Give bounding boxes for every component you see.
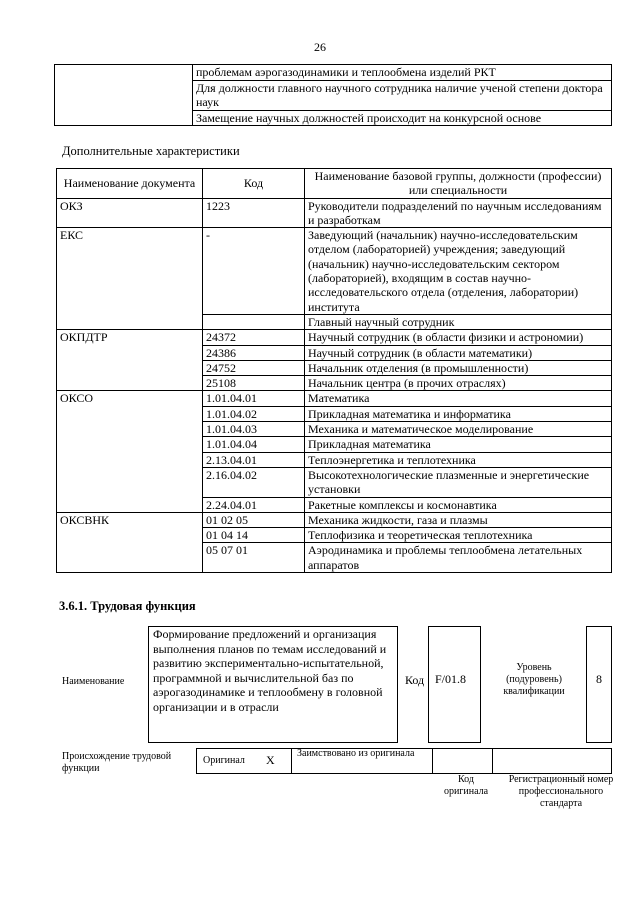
- top-table-cell: проблемам аэрогазодинамики и теплообмена изделий РКТ: [193, 65, 612, 81]
- name-cell: Начальник отделения (в промышленности): [305, 360, 612, 375]
- function-name-box: [148, 626, 398, 743]
- name-cell: Научный сотрудник (в области физики и астрономии): [305, 330, 612, 345]
- code-cell: [203, 314, 305, 329]
- divider: [432, 748, 433, 774]
- reg-number-caption: Регистрационный номер профессионального стандарта: [508, 774, 614, 809]
- code-cell: 2.16.04.02: [203, 467, 305, 497]
- name-cell: Начальник центра (в прочих отраслях): [305, 376, 612, 391]
- name-label: Наименование: [62, 676, 125, 687]
- name-cell: Высокотехнологические плазменные и энергетические установки: [305, 467, 612, 497]
- table-row: [57, 512, 612, 527]
- code-cell: 1.01.04.04: [203, 437, 305, 452]
- top-table-cell: Для должности главного научного сотрудника наличие ученой степени доктора наук: [193, 80, 612, 110]
- header-document: Наименование документа: [57, 169, 203, 199]
- doc-cell: ОКСВНК: [57, 512, 203, 572]
- code-cell: 2.24.04.01: [203, 497, 305, 512]
- code-value: F/01.8: [435, 672, 467, 686]
- name-cell: Теплоэнергетика и теплотехника: [305, 452, 612, 467]
- name-cell: Механика и математическое моделирование: [305, 422, 612, 437]
- code-cell: 24752: [203, 360, 305, 375]
- page-number: 26: [314, 40, 326, 54]
- code-label: Код: [405, 673, 425, 687]
- name-cell: Главный научный сотрудник: [305, 314, 612, 329]
- name-cell: Руководители подразделений по научным исследованиям и разработкам: [305, 198, 612, 228]
- top-table: [54, 64, 612, 126]
- code-cell: 24386: [203, 345, 305, 360]
- name-cell: Прикладная математика: [305, 437, 612, 452]
- table-row: [57, 330, 612, 345]
- divider: [492, 748, 493, 774]
- table-row: [57, 391, 612, 406]
- level-value-box: [586, 626, 612, 743]
- section-heading: 3.6.1. Трудовая функция: [59, 599, 196, 613]
- name-cell: Теплофизика и теоретическая теплотехника: [305, 528, 612, 543]
- header-code: Код: [203, 169, 305, 199]
- name-cell: Аэродинамика и проблемы теплообмена летательных аппаратов: [305, 543, 612, 573]
- table-row: [57, 198, 612, 228]
- name-cell: Заведующий (начальник) научно-исследовательским отделом (лабораторией) учреждения; заведующий (начальник) научно-исследовательским сектором (лабораторией), входящим в состав научно-исследовательского отдела (отделения, лаборатории) института: [305, 228, 612, 315]
- top-table-cell: Замещение научных должностей происходит на конкурсной основе: [193, 110, 612, 126]
- doc-cell: ОКСО: [57, 391, 203, 512]
- header-name: Наименование базовой группы, должности (профессии) или специальности: [305, 169, 612, 199]
- code-cell: 1.01.04.02: [203, 406, 305, 421]
- level-value: 8: [596, 672, 602, 686]
- code-cell: -: [203, 228, 305, 315]
- top-table-empty-cell: [55, 65, 193, 126]
- code-cell: 2.13.04.01: [203, 452, 305, 467]
- name-cell: Механика жидкости, газа и плазмы: [305, 512, 612, 527]
- code-original-caption: Код оригинала: [443, 774, 489, 797]
- code-cell: 01 04 14: [203, 528, 305, 543]
- characteristics-table: [56, 168, 612, 573]
- code-cell: 25108: [203, 376, 305, 391]
- level-label: Уровень (подуровень) квалификации: [503, 662, 565, 697]
- code-value-box: [428, 626, 481, 743]
- table-row: [57, 228, 612, 315]
- doc-cell: ЕКС: [57, 228, 203, 330]
- code-cell: 1.01.04.01: [203, 391, 305, 406]
- name-cell: Научный сотрудник (в области математики): [305, 345, 612, 360]
- name-cell: Математика: [305, 391, 612, 406]
- original-label: Оригинал: [203, 755, 245, 766]
- code-cell: 1223: [203, 198, 305, 228]
- function-name-text: Формирование предложений и организация выполнения планов по темам исследований и развитию экспериментально-испытательной, программной и вычислительной баз по аэрогазодинамике и теплообмену в головной организации и в отрасли: [153, 627, 387, 714]
- code-cell: 05 07 01: [203, 543, 305, 573]
- origin-label: Происхождение трудовой функции: [62, 751, 172, 774]
- name-cell: Ракетные комплексы и космонавтика: [305, 497, 612, 512]
- code-cell: 1.01.04.03: [203, 422, 305, 437]
- borrowed-label: Заимствовано из оригинала: [297, 748, 415, 759]
- additional-characteristics-heading: Дополнительные характеристики: [62, 144, 240, 158]
- name-cell: Прикладная математика и информатика: [305, 406, 612, 421]
- code-cell: 24372: [203, 330, 305, 345]
- code-cell: 01 02 05: [203, 512, 305, 527]
- doc-cell: ОКЗ: [57, 198, 203, 228]
- original-mark: X: [266, 753, 275, 767]
- doc-cell: ОКПДТР: [57, 330, 203, 391]
- table-header-row: [57, 169, 612, 199]
